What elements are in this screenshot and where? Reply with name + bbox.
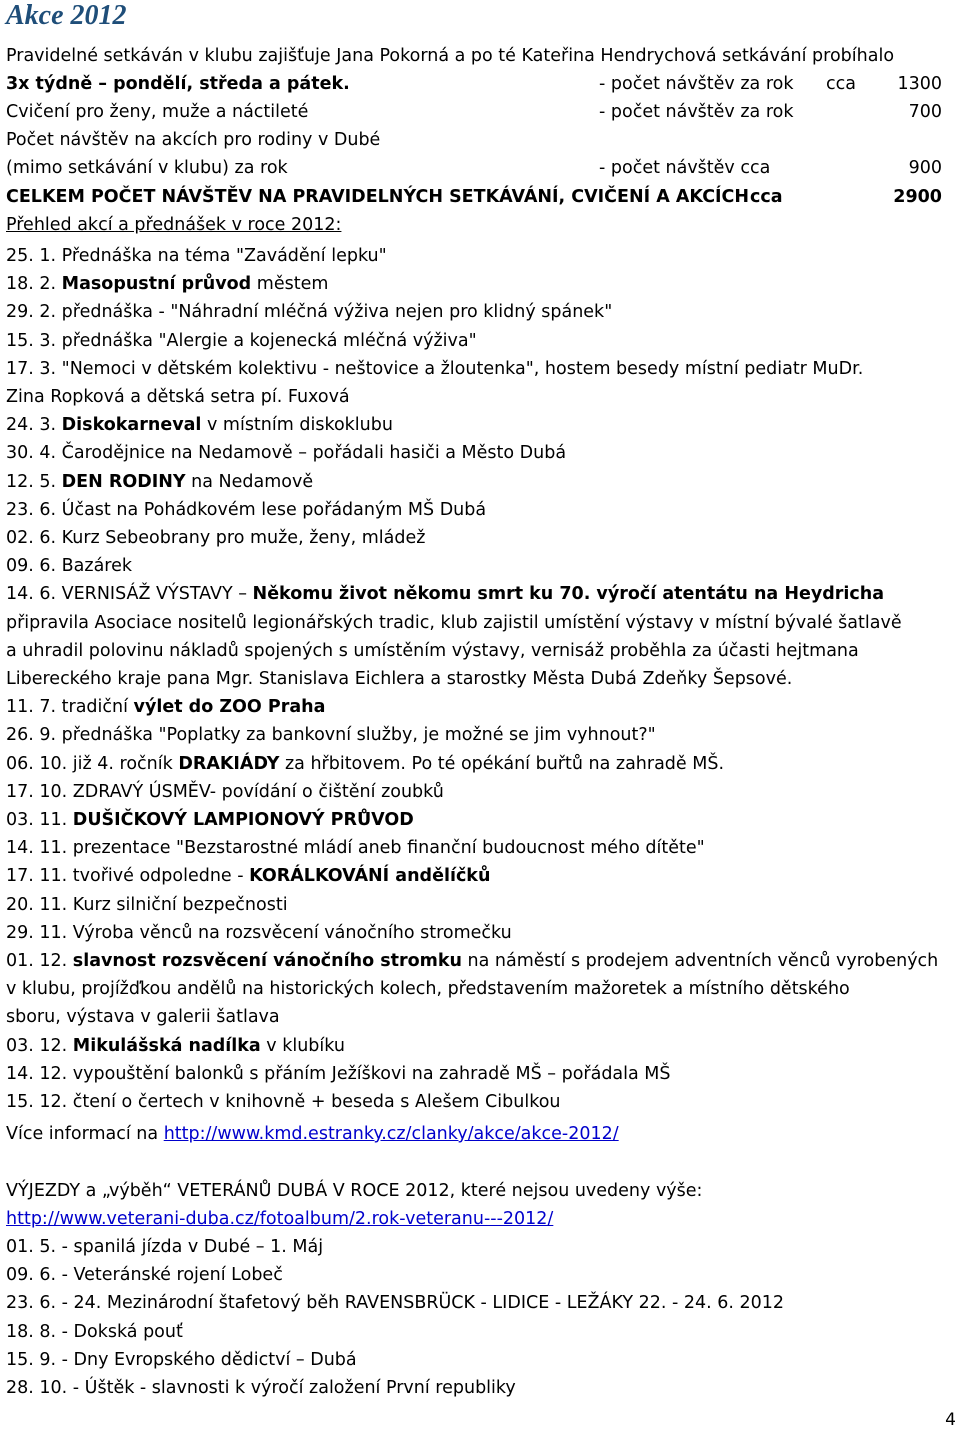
event-highlight: Mikulášská nadílka — [72, 1035, 261, 1056]
event-text: 23. 6. Účast na Pohádkovém lese pořádaným MŠ Dubá — [6, 499, 487, 520]
event-line — [6, 1088, 561, 1116]
veteran-event-line: 23. 6. - 24. Mezinárodní štafetový běh RAVENSBRÜCK - LIDICE - LEŽÁKY 22. - 24. 6. 2012 — [6, 1293, 785, 1314]
event-text: 24. 3. — [6, 415, 62, 436]
event-line — [6, 975, 850, 1003]
event-text: 09. 6. Bazárek — [6, 556, 133, 577]
event-line — [6, 411, 393, 439]
event-line — [6, 355, 863, 383]
event-line — [6, 919, 512, 947]
event-line — [6, 383, 350, 411]
veteran-event-line: 18. 8. - Dokská pouť — [6, 1321, 183, 1342]
more-info-link[interactable]: http://www.kmd.estranky.cz/clanky/akce/akce-2012/ — [163, 1124, 619, 1144]
event-text: 30. 4. Čarodějnice na Nedamově – pořádali hasiči a Město Dubá — [6, 443, 567, 464]
event-text: 12. 5. — [6, 471, 62, 492]
exercise-visits-label: - počet návštěv za rok — [599, 102, 794, 122]
page-number: 4 — [945, 1410, 956, 1430]
event-text: Zina Ropková a dětská setra pí. Fuxová — [6, 387, 350, 407]
visits-yearly-label: - počet návštěv za rok — [599, 74, 794, 94]
veterans-intro: VÝJEZDY a „výběh“ VETERÁNŮ DUBÁ V ROCE 2012, které nejsou uvedeny výše: — [6, 1181, 703, 1201]
event-text: 20. 11. Kurz silniční bezpečnosti — [6, 894, 288, 915]
event-highlight: DRAKIÁDY — [178, 753, 280, 774]
veteran-event-line: 28. 10. - Úštěk - slavnosti k výročí založení První republiky — [6, 1378, 516, 1398]
event-text: 26. 9. přednáška "Poplatky za bankovní služby, je možné se jim vyhnout?" — [6, 725, 656, 746]
intro-line-1: Pravidelné setkáván v klubu zajišťuje Jana Pokorná a po té Kateřina Hendrychová setkávání probíhalo — [6, 46, 895, 66]
event-text: v klubu, projížďkou andělů na historických kolech, představením mažoretek a místního dětského — [6, 979, 850, 1000]
event-line — [6, 298, 612, 326]
event-line — [6, 750, 724, 778]
event-text: 02. 6. Kurz Sebeobrany pro muže, ženy, mládež — [6, 528, 426, 548]
event-text: 03. 12. — [6, 1035, 73, 1056]
more-info-label: Více informací na — [6, 1124, 164, 1144]
event-text: 01. 12. — [6, 951, 73, 971]
event-line — [6, 721, 656, 749]
event-text: a uhradil polovinu nákladů spojených s umístěním výstavy, vernisáž proběhla za účasti hejtmana — [6, 640, 859, 661]
event-line — [6, 834, 705, 862]
event-text: 18. 2. — [6, 274, 62, 295]
event-line — [6, 891, 288, 919]
event-line — [6, 270, 328, 298]
visits-club-number: 1300 — [897, 74, 942, 94]
event-text: za hřbitovem. Po té opékání buřtů na zahradě MŠ. — [279, 753, 725, 774]
exercise-visits-number: 700 — [908, 102, 942, 122]
event-text: 17. 3. "Nemoci v dětském kolektivu - neštovice a žloutenka", hostem besedy místní pediatr MuDr. — [6, 358, 864, 379]
event-text: v klubíku — [260, 1035, 345, 1056]
event-line — [6, 665, 792, 693]
event-line — [6, 947, 938, 975]
event-text: v místním diskoklubu — [201, 415, 393, 436]
event-text: 14. 12. vypouštění balonků s přáním Ježíškovi na zahradě MŠ – pořádala MŠ — [6, 1063, 671, 1084]
event-line — [6, 1032, 345, 1060]
event-text: na náměstí s prodejem adventních věnců vyrobených — [461, 951, 939, 971]
event-highlight: Diskokarneval — [61, 415, 202, 436]
event-text: 17. 10. ZDRAVÝ ÚSMĚV- povídání o čištění zoubků — [6, 781, 444, 802]
veteran-event-line: 09. 6. - Veteránské rojení Lobeč — [6, 1265, 283, 1286]
event-line — [6, 327, 477, 355]
event-line — [6, 242, 387, 270]
event-line — [6, 524, 425, 552]
event-text: 11. 7. tradiční — [6, 697, 134, 718]
event-text: městem — [251, 274, 329, 295]
veteran-event-line: 15. 9. - Dny Evropského dědictví – Dubá — [6, 1349, 357, 1370]
exercise-label: Cvičení pro ženy, muže a náctileté — [6, 102, 309, 122]
more-info-line — [6, 1120, 619, 1148]
event-line — [6, 862, 490, 890]
family-visits-label: - počet návštěv cca — [599, 158, 771, 178]
event-highlight: slavnost rozsvěcení vánočního stromku — [72, 951, 462, 971]
event-text: 29. 2. přednáška - "Náhradní mléčná výživa nejen pro klidný spánek" — [6, 302, 613, 323]
event-line — [6, 637, 859, 665]
event-highlight: Někomu život někomu smrt ku 70. výročí atentátu na Heydricha — [252, 584, 885, 605]
event-text: 14. 6. VERNISÁŽ VÝSTAVY – — [6, 584, 253, 605]
event-text: 15. 12. čtení o čertech v knihovně + beseda s Alešem Cibulkou — [6, 1092, 561, 1112]
event-text: 17. 11. tvořivé odpoledne - — [6, 866, 250, 887]
event-text: Libereckého kraje pana Mgr. Stanislava Eichlera a starostky Města Dubá Zdeňky Šepsové. — [6, 669, 793, 689]
overview-heading: Přehled akcí a přednášek v roce 2012: — [6, 215, 342, 235]
event-line — [6, 609, 902, 637]
event-text: 06. 10. již 4. ročník — [6, 753, 179, 774]
veterans-link-line — [6, 1205, 553, 1233]
veteran-event-line: 01. 5. - spanilá jízda v Dubé – 1. Máj — [6, 1237, 324, 1257]
event-text: 29. 11. Výroba věnců na rozsvěcení vánočního stromečku — [6, 922, 512, 943]
event-highlight: KORÁLKOVÁNÍ andělíčků — [249, 866, 491, 887]
event-line — [6, 468, 313, 496]
veterans-link[interactable]: http://www.veterani-duba.cz/fotoalbum/2.rok-veteranu---2012/ — [6, 1209, 554, 1229]
family-events-label: Počet návštěv na akcích pro rodiny v Dubé — [6, 130, 381, 150]
total-cca: cca — [750, 187, 783, 207]
event-highlight: výlet do ZOO Praha — [133, 697, 326, 718]
event-text: sboru, výstava v galerii šatlava — [6, 1007, 280, 1028]
visits-cca: cca — [826, 74, 856, 94]
event-line — [6, 580, 884, 608]
event-line — [6, 693, 325, 721]
event-text: 03. 11. — [6, 810, 73, 830]
event-line — [6, 1003, 280, 1031]
family-events-label-2: (mimo setkávání v klubu) za rok — [6, 158, 288, 178]
event-highlight: DUŠIČKOVÝ LAMPIONOVÝ PRŮVOD — [72, 810, 414, 830]
family-visits-number: 900 — [908, 158, 942, 178]
event-text: připravila Asociace nositelů legionářských tradic, klub zajistil umístění výstavy v místní bývalé šatlavě — [6, 612, 902, 633]
event-line — [6, 496, 486, 524]
total-visits-number: 2900 — [893, 187, 942, 207]
intro-line-2-bold: 3x týdně – pondělí, středa a pátek. — [6, 74, 350, 94]
event-line — [6, 552, 132, 580]
event-text: 25. 1. Přednáška na téma "Zavádění lepku" — [6, 246, 387, 266]
event-text: na Nedamově — [185, 471, 314, 492]
page-title: Akce 2012 — [6, 0, 127, 31]
event-line — [6, 439, 566, 467]
event-line — [6, 806, 414, 834]
event-text: 15. 3. přednáška "Alergie a kojenecká mléčná výživa" — [6, 330, 477, 351]
event-line — [6, 1060, 671, 1088]
event-highlight: Masopustní průvod — [61, 274, 252, 295]
event-line — [6, 778, 444, 806]
total-visits-label: CELKEM POČET NÁVŠTĚV NA PRAVIDELNÝCH SETKÁVÁNÍ, CVIČENÍ A AKCÍCH — [6, 187, 750, 207]
event-text: 14. 11. prezentace "Bezstarostné mládí aneb finanční budoucnost mého dítěte" — [6, 838, 705, 859]
event-highlight: DEN RODINY — [61, 471, 186, 492]
